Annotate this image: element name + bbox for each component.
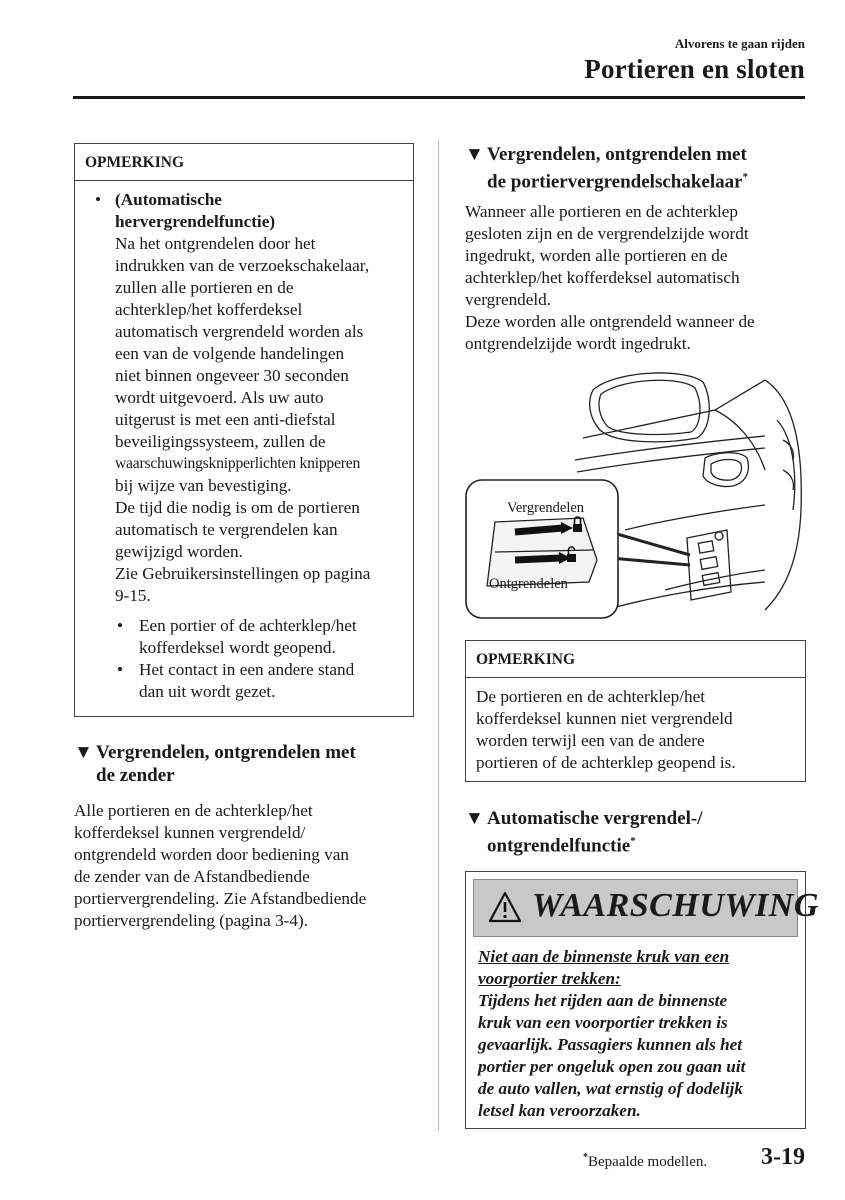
note-line: automatisch te vergrendelen kan <box>115 520 338 539</box>
body-line: Wanneer alle portieren en de achterklep <box>465 202 738 221</box>
section-title-line: de portiervergrendelschakelaar <box>487 171 743 193</box>
note-line: kofferdeksel kunnen niet vergrendeld <box>476 709 733 728</box>
warning-headline: Niet aan de binnenste kruk van een <box>478 947 730 966</box>
body-line: ontgrendeld worden door bediening van <box>74 845 349 864</box>
note-line: waarschuwingsknipperlichten knipperen <box>115 455 361 472</box>
section-heading-door-switch <box>465 143 810 193</box>
section-heading-auto-lock <box>465 807 810 857</box>
warning-triangle-icon <box>488 891 522 923</box>
sub-item-line: Het contact in een andere stand <box>139 660 355 679</box>
body-line: ingedrukt, worden alle portieren en de <box>465 246 728 265</box>
footnote-asterisk: * <box>583 1152 588 1163</box>
sub-item-line: dan uit wordt gezet. <box>139 682 276 701</box>
body-line: Alle portieren en de achterklep/het <box>74 801 313 820</box>
note-line: indrukken van de verzoekschakelaar, <box>115 256 370 275</box>
warning-line: letsel kan veroorzaken. <box>478 1101 641 1120</box>
body-line: kofferdeksel kunnen vergrendeld/ <box>74 823 306 842</box>
body-line: portiervergrendeling (pagina 3-4). <box>74 911 309 930</box>
note-line: Zie Gebruikersinstellingen op pagina <box>115 564 371 583</box>
note-box-doors-open <box>465 640 806 782</box>
column-divider <box>438 140 439 1130</box>
triangle-marker-icon: ▼ <box>74 742 93 763</box>
warning-box <box>465 871 819 1129</box>
section-title-line: Automatische vergrendel-/ <box>487 808 703 829</box>
footnote-text: Bepaalde modellen. <box>588 1154 708 1170</box>
note-line: portieren of de achterklep geopend is. <box>476 753 736 772</box>
sub-item-line: Een portier of de achterklep/het <box>139 616 357 635</box>
body-line: achterklep/het kofferdeksel automatisch <box>465 268 740 287</box>
warning-line: portier per ongeluk open zou gaan uit <box>478 1057 746 1076</box>
asterisk-marker: * <box>630 835 636 847</box>
warning-headline: voorportier trekken: <box>478 969 621 988</box>
note-body <box>466 678 805 784</box>
section-heading-transmitter <box>74 741 424 787</box>
triangle-marker-icon: ▼ <box>465 808 484 829</box>
sub-item <box>85 615 403 659</box>
page-number: 3-19 <box>761 1144 805 1170</box>
warning-title: WAARSCHUWING <box>532 887 819 924</box>
body-line: de zender van de Afstandbediende <box>74 867 310 886</box>
note-line: Na het ontgrendelen door het <box>115 234 316 253</box>
section-title-line: de zender <box>96 765 175 786</box>
warning-line: de auto vallen, wat ernstig of dodelijk <box>478 1079 743 1098</box>
body-line: ontgrendelzijde wordt ingedrukt. <box>465 334 691 353</box>
note-line: beveiligingssysteem, zullen de <box>115 432 326 451</box>
note-line: De portieren en de achterklep/het <box>476 687 706 706</box>
bullet-title-1: (Automatische <box>115 190 222 209</box>
door-switch-illustration <box>465 360 805 622</box>
body-line: Deze worden alle ontgrendeld wanneer de <box>465 312 755 331</box>
header-rule <box>73 96 805 99</box>
note-line: niet binnen ongeveer 30 seconden <box>115 366 349 385</box>
note-body <box>75 181 413 713</box>
note-heading: OPMERKING <box>75 144 413 181</box>
section-body-door-switch <box>465 201 810 355</box>
sub-item <box>85 659 403 703</box>
note-line: automatisch vergrendeld worden als <box>115 322 364 341</box>
warning-line: kruk van een voorportier trekken is <box>478 1013 728 1032</box>
warning-body <box>466 944 805 1132</box>
note-line: een van de volgende handelingen <box>115 344 345 363</box>
running-header-section: Alvorens te gaan rijden <box>674 36 805 51</box>
section-body-transmitter <box>74 800 424 932</box>
sub-item-line: kofferdeksel wordt geopend. <box>139 638 336 657</box>
warning-banner <box>473 879 819 937</box>
note-line: wordt uitgevoerd. Als uw auto <box>115 388 324 407</box>
note-line: uitgerust is met een anti-diefstal <box>115 410 336 429</box>
body-line: portiervergrendeling. Zie Afstandbediende <box>74 889 367 908</box>
bullet-title-2: hervergrendelfunctie) <box>115 212 276 231</box>
note-line: 9-15. <box>115 586 151 605</box>
bullet-dot: • <box>95 190 102 209</box>
bullet-item <box>85 189 403 607</box>
page-title: Portieren en sloten <box>584 54 805 84</box>
warning-line: Tijdens het rijden aan de binnenste <box>478 991 728 1010</box>
note-line: bij wijze van bevestiging. <box>115 476 292 495</box>
note-line: gewijzigd worden. <box>115 542 243 561</box>
asterisk-marker: * <box>742 171 749 183</box>
note-line: De tijd die nodig is om de portieren <box>115 498 360 517</box>
section-title-line: Vergrendelen, ontgrendelen met <box>487 144 747 165</box>
warning-line: gevaarlijk. Passagiers kunnen als het <box>478 1035 743 1054</box>
note-heading: OPMERKING <box>466 641 805 678</box>
sub-dot: • <box>117 660 124 679</box>
note-box-auto-relock <box>74 143 414 717</box>
body-line: gesloten zijn en de vergrendelzijde wordt <box>465 224 749 243</box>
label-lock: Vergrendelen <box>507 500 585 516</box>
body-line: vergrendeld. <box>465 290 552 309</box>
note-line: worden terwijl een van de andere <box>476 731 705 750</box>
footnote <box>583 1152 707 1171</box>
label-unlock: Ontgrendelen <box>489 576 568 592</box>
triangle-marker-icon: ▼ <box>465 144 484 165</box>
section-title-line: Vergrendelen, ontgrendelen met <box>96 742 356 763</box>
sub-dot: • <box>117 616 124 635</box>
note-line: achterklep/het kofferdeksel <box>115 300 303 319</box>
section-title-line: ontgrendelfunctie <box>487 835 631 857</box>
note-line: zullen alle portieren en de <box>115 278 294 297</box>
